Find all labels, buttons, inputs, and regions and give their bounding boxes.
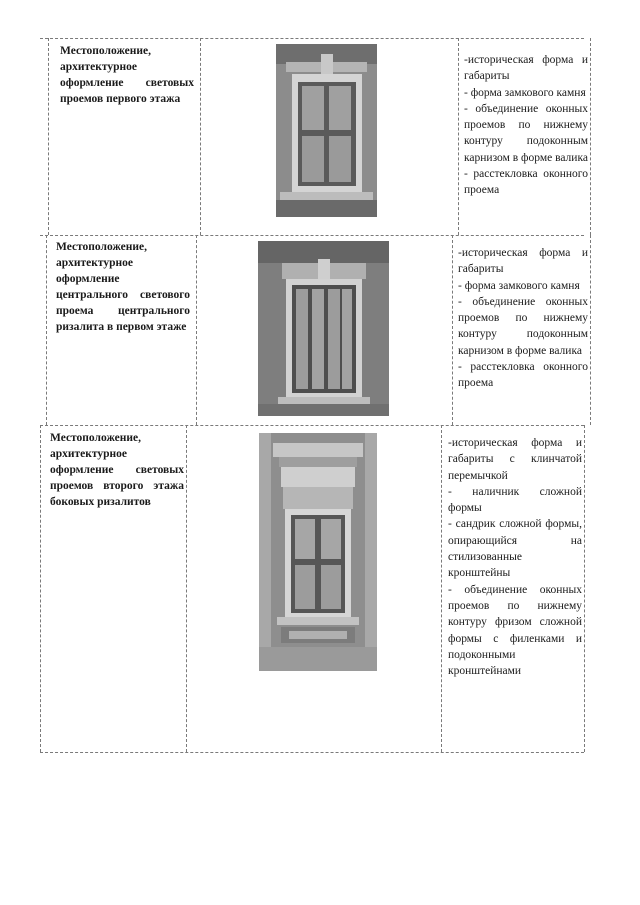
features-cell [448,435,582,679]
location-cell [56,239,190,335]
cell-border [196,235,197,425]
location-cell [50,430,184,510]
feature-item: -историческая форма и габариты [464,54,588,83]
location-text: Местоположение, архитектурное оформление световых проемов второго этажа боковых ризалитов [50,432,184,508]
cell-border [590,235,591,425]
cell-border [452,235,453,425]
features-cell [458,245,588,392]
feature-item: - расстекловка оконного проема [458,361,588,390]
window-photo-image [259,433,377,671]
feature-item: - расстекловка оконного проема [464,168,588,197]
feature-item: -историческая форма и габариты с клинчатой перемычкой [448,437,582,482]
cell-border [40,425,41,752]
window-photo [276,44,377,217]
feature-item: - форма замкового камня [458,279,580,292]
window-photo [258,241,389,416]
cell-border [186,425,187,752]
feature-item: - объединение оконных проемов по нижнему контуру подоконным карнизом в форме валика [458,295,588,357]
feature-item: -историческая форма и габариты [458,247,588,276]
features-cell [464,52,588,199]
location-text: Местоположение, архитектурное оформление центрального светового проема центрального ризалита в первом этаже [56,241,190,333]
table-row [0,235,640,425]
table-row [0,38,640,235]
location-text: Местоположение, архитектурное оформление световых проемов первого этажа [60,45,194,105]
cell-border [48,38,49,235]
cell-border [590,38,591,235]
cell-border [584,425,585,752]
window-photo [259,433,377,671]
feature-item: - наличник сложной формы [448,485,582,515]
feature-item: - форма замкового камня [464,86,586,99]
cell-border [458,38,459,235]
cell-border [46,235,47,425]
feature-item: - объединение оконных проемов по нижнему контуру подоконным карнизом в форме валика [464,102,588,164]
cell-border [441,425,442,752]
window-photo-image [276,44,377,217]
location-cell [60,43,194,107]
window-photo-image [258,241,389,416]
feature-item: - сандрик сложной формы, опирающийся на стилизованные кронштейны [448,518,582,580]
table-bottom-border [40,752,584,753]
feature-item: - объединение оконных проемов по нижнему контуру фризом сложной формы с филенками и подоконными кронштейнами [448,583,582,678]
table-row [0,425,640,752]
cell-border [200,38,201,235]
